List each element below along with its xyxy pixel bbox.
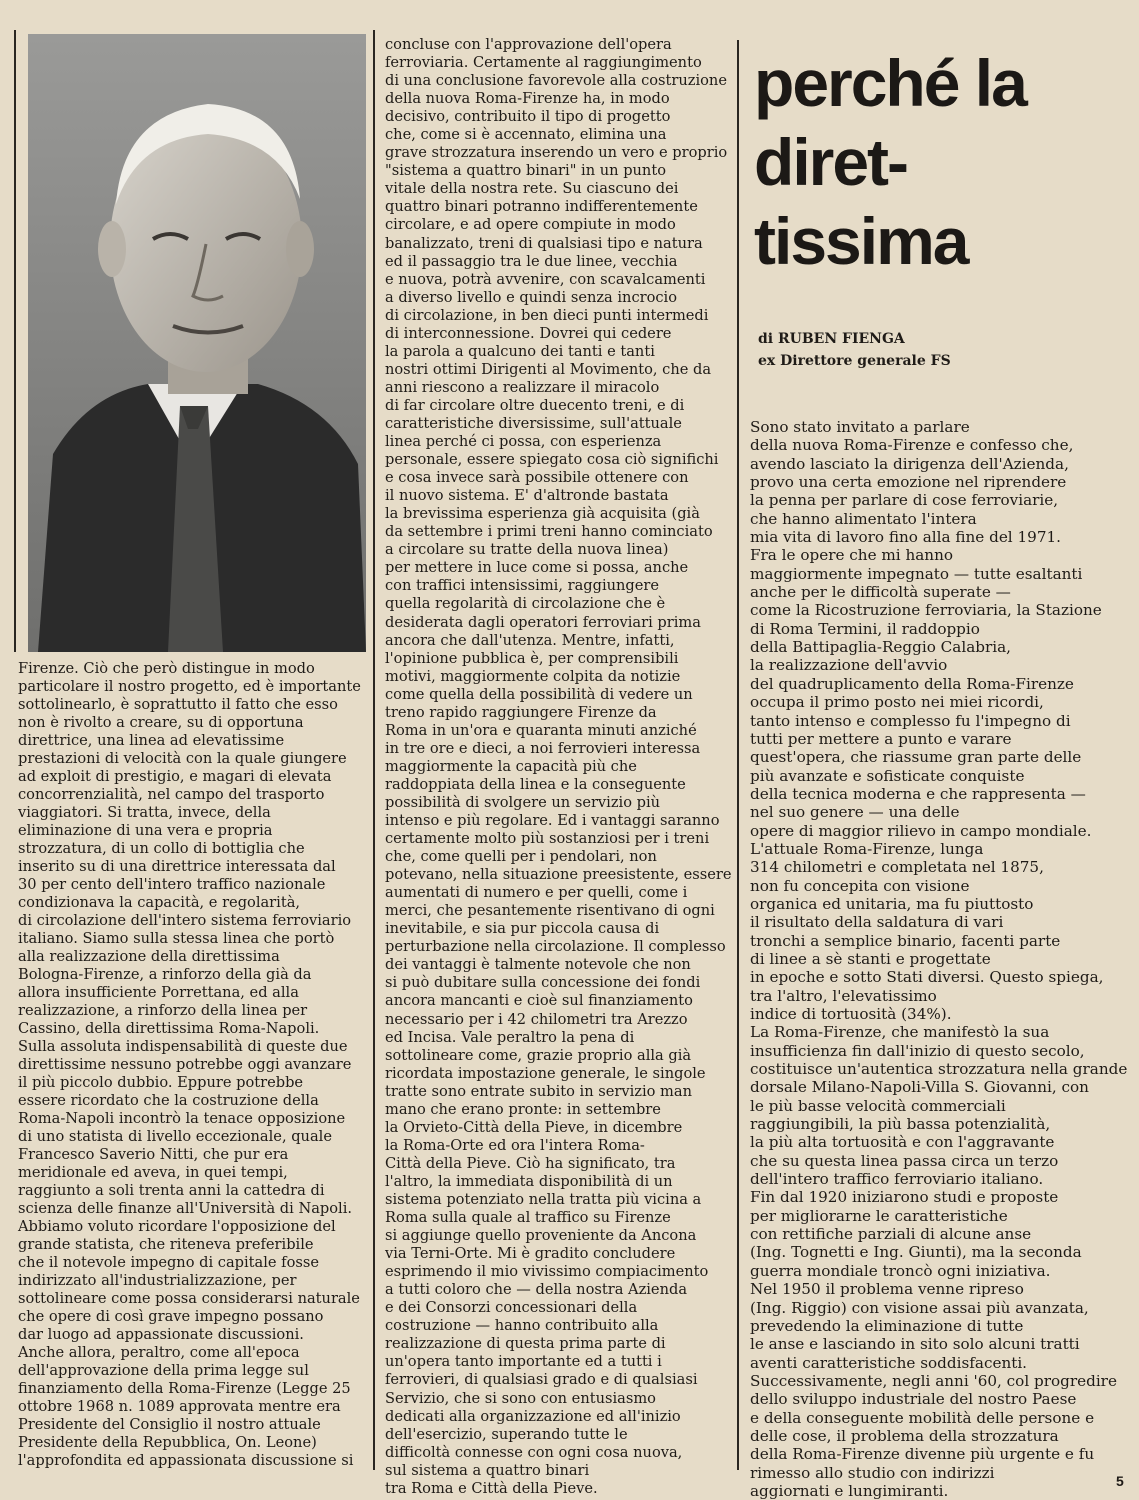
text-line: (Ing. Tognetti e Ing. Giunti), ma la seconda [750, 1243, 1082, 1262]
text-line: direttrice, una linea ad elevatissime [18, 732, 285, 749]
text-line: dedicati alla organizzazione ed all'inizio [385, 1407, 681, 1425]
text-line: Nel 1950 il problema venne ripreso [750, 1280, 1024, 1299]
text-line: quattro binari potranno indifferentemente [385, 198, 698, 216]
text-line: aumentati di numero e per quelli, come i [385, 884, 688, 902]
text-line: Roma in un'ora e quaranta minuti anziché [385, 721, 697, 739]
text-line: con traffici intensissimi, raggiungere [385, 577, 660, 595]
text-line: concorrenzialità, nel campo del trasporto [18, 786, 325, 803]
text-line: concluse con l'approvazione dell'opera [385, 36, 672, 53]
article-column-left [18, 660, 366, 1470]
text-line: decisivo, contribuito il tipo di progetto [385, 108, 671, 126]
text-line: grande statista, che riteneva preferibile [18, 1236, 314, 1253]
text-line: costruzione — hanno contribuito alla [385, 1317, 659, 1335]
text-line: ed Incisa. Vale peraltro la pena di [385, 1028, 635, 1046]
article-column-right [750, 418, 1128, 1500]
text-line: tanto intenso e complesso fu l'impegno di [750, 711, 1071, 730]
text-line: nel suo genere — una delle [750, 803, 960, 822]
text-line: che su questa linea passa circa un terzo [750, 1151, 1059, 1170]
text-line: realizzazione, a rinforzo della linea per [18, 1002, 308, 1019]
text-line: come quella della possibilità di vedere un [385, 685, 693, 703]
text-line: indice di tortuosità (34%). [750, 1005, 952, 1023]
text-line: la Orvieto-Città della Pieve, in dicembre [385, 1118, 683, 1136]
text-line: indirizzato all'industrializzazione, per [18, 1272, 297, 1289]
text-line: Bologna-Firenze, a rinforzo della già da [18, 966, 312, 983]
text-line: la brevissima esperienza già acquisita (già [385, 505, 700, 523]
text-line: perturbazione nella circolazione. Il complesso [385, 938, 726, 956]
text-line: delle cose, il problema della strozzatura [750, 1426, 1059, 1445]
text-line: direttissime nessuno potrebbe oggi avanzare [18, 1056, 352, 1073]
text-line: ancora che dall'utenza. Mentre, infatti, [385, 631, 675, 649]
author-name: di RUBEN FIENGA [758, 331, 905, 347]
text-line: ed il passaggio tra le due linee, vecchia [385, 252, 678, 270]
text-line: del quadruplicamento della Roma-Firenze [750, 674, 1074, 693]
text-line: merci, che pesantemente risentivano di ogni [385, 902, 715, 920]
title-line: perché la [754, 46, 1026, 120]
text-line: esprimendo il mio vivissimo compiacimento [385, 1263, 709, 1281]
text-line: mano che erano pronte: in settembre [385, 1100, 661, 1118]
text-line: occupa il primo posto nei miei ricordi, [750, 693, 1044, 712]
text-line: della Roma-Firenze divenne più urgente e fu [750, 1445, 1095, 1464]
text-line: aggiornati e lungimiranti. [750, 1481, 949, 1500]
text-line: Presidente del Consiglio il nostro attuale [18, 1416, 321, 1433]
text-line: tratte sono entrate subito in servizio man [385, 1082, 692, 1100]
text-line: ottobre 1968 n. 1089 approvata mentre era [18, 1398, 341, 1415]
text-line: possibilità di svolgere un servizio più [385, 793, 661, 811]
text-line: raddoppiata della linea e la conseguente [385, 775, 686, 793]
text-line: essere ricordato che la costruzione della [18, 1092, 319, 1109]
text-line: dello sviluppo industriale del nostro Paese [750, 1390, 1077, 1409]
text-line: viaggiatori. Si tratta, invece, della [18, 804, 271, 821]
text-line: costituisce un'autentica strozzatura nella grande [750, 1060, 1128, 1079]
text-line: motivi, maggiormente colpita da notizie [385, 667, 681, 685]
text-line: raggiunto a soli trenta anni la cattedra di [18, 1182, 325, 1199]
text-line: strozzatura, di un collo di bottiglia che [18, 840, 305, 857]
text-line: prestazioni di velocità con la quale giungere [18, 750, 347, 767]
text-line: nostri ottimi Dirigenti al Movimento, che da [385, 360, 712, 378]
text-line: e cosa invece sarà possibile ottenere con [385, 469, 689, 487]
text-line: e dei Consorzi concessionari della [385, 1299, 638, 1317]
text-line: le più basse velocità commerciali [750, 1096, 1006, 1115]
text-line: certamente molto più sostanziosi per i treni [385, 830, 710, 848]
text-line: di circolazione, in ben dieci punti intermedi [385, 306, 709, 324]
text-line: anni riescono a realizzare il miracolo [385, 378, 660, 396]
text-line: della nuova Roma-Firenze e confesso che, [750, 436, 1074, 455]
text-line: meridionale ed aveva, in quei tempi, [18, 1164, 288, 1181]
text-line: Roma-Napoli incontrò la tenace opposizione [18, 1110, 346, 1127]
text-line: provo una certa emozione nel riprendere [750, 473, 1067, 492]
text-line: di interconnessione. Dovrei qui cedere [385, 324, 672, 342]
text-line: tutti per mettere a punto e varare [750, 729, 1012, 748]
text-line: non è rivolto a creare, su di opportuna [18, 714, 304, 731]
title-line: diret- [754, 125, 907, 199]
text-line: 30 per cento dell'intero traffico nazionale [18, 876, 326, 893]
text-line: il risultato della saldatura di vari [750, 913, 1004, 932]
text-line: sottolineare come possa considerarsi naturale [18, 1290, 360, 1307]
text-line: dorsale Milano-Napoli-Villa S. Giovanni, con [750, 1078, 1089, 1097]
text-line: alla realizzazione della direttissima [18, 948, 280, 965]
text-line: il nuovo sistema. E' d'altronde bastata [385, 487, 669, 505]
text-line: che il notevole impegno di capitale fosse [18, 1254, 319, 1271]
text-line: Cassino, della direttissima Roma-Napoli. [18, 1020, 320, 1037]
text-line: sottolinearlo, è soprattutto il fatto che esso [18, 696, 338, 713]
text-line: sul sistema a quattro binari [385, 1461, 590, 1479]
page-number: 5 [1116, 1473, 1124, 1489]
text-line: l'opinione pubblica è, per comprensibili [385, 649, 679, 667]
text-line: si può dubitare sulla concessione dei fondi [385, 974, 701, 992]
text-line: con rettifiche parziali di alcune anse [750, 1225, 1032, 1244]
text-line: (Ing. Riggio) con visione assai più avanzata, [750, 1298, 1089, 1317]
text-line: la realizzazione dell'avvio [750, 656, 948, 675]
text-line: che opere di così grave impegno possano [18, 1308, 324, 1325]
title-line: tissima [754, 204, 968, 278]
text-line: non fu concepita con visione [750, 876, 970, 895]
text-line: anche per le difficoltà superate — [750, 583, 1011, 602]
text-line: il più piccolo dubbio. Eppure potrebbe [18, 1074, 304, 1091]
article-column-middle [385, 36, 732, 1498]
text-line: grave strozzatura inserendo un vero e proprio [385, 144, 728, 162]
text-line: di circolazione dell'intero sistema ferroviario [18, 912, 352, 929]
text-line: un'opera tanto importante ed a tutti i [385, 1353, 662, 1371]
text-line: che, come quelli per i pendolari, non [385, 848, 657, 866]
text-line: la più alta tortuosità e con l'aggravante [750, 1133, 1055, 1152]
text-line: Sono stato invitato a parlare [750, 418, 970, 436]
text-line: Sulla assoluta indispensabilità di queste due [18, 1038, 348, 1055]
text-line: le anse e lasciando in sito solo alcuni tratti [750, 1335, 1080, 1354]
text-line: particolare il nostro progetto, ed è importante [18, 678, 361, 695]
text-line: "sistema a quattro binari" in un punto [385, 162, 666, 180]
text-line: di uno statista di livello eccezionale, quale [18, 1128, 332, 1145]
text-line: banalizzato, treni di qualsiasi tipo e natura [385, 234, 703, 252]
text-line: la penna per parlare di cose ferroviarie, [750, 491, 1059, 510]
text-line: di una conclusione favorevole alla costruzione [385, 72, 727, 90]
text-line: Firenze. Ciò che però distingue in modo [18, 660, 315, 677]
text-line: aventi caratteristiche soddisfacenti. [750, 1353, 1028, 1372]
text-line: a tutti coloro che — della nostra Azienda [385, 1281, 688, 1299]
text-line: Presidente della Repubblica, On. Leone) [18, 1434, 317, 1451]
text-line: circolare, e ad opere compiute in modo [385, 216, 676, 234]
text-line: Servizio, che si sono con entusiasmo [385, 1389, 656, 1407]
text-line: dell'esercizio, superando tutte le [385, 1425, 628, 1443]
text-line: ricordata impostazione generale, le singole [385, 1064, 706, 1082]
text-line: intenso e più regolare. Ed i vantaggi saranno [385, 812, 720, 830]
text-line: guerra mondiale troncò ogni iniziativa. [750, 1261, 1051, 1280]
text-line: si aggiunge quello proveniente da Ancona [385, 1227, 697, 1245]
text-line: necessario per i 42 chilometri tra Arezzo [385, 1010, 688, 1028]
text-line: eliminazione di una vera e propria [18, 822, 273, 839]
text-line: La Roma-Firenze, che manifestò la sua [750, 1023, 1050, 1042]
text-line: che hanno alimentato l'intera [750, 509, 977, 528]
text-line: Fin dal 1920 iniziarono studi e proposte [750, 1188, 1059, 1207]
text-line: insufficienza fin dall'inizio di questo secolo, [750, 1041, 1085, 1060]
text-line: via Terni-Orte. Mi è gradito concludere [385, 1245, 676, 1263]
byline [758, 328, 951, 372]
text-line: ancora mancanti e cioè sul finanziamento [385, 992, 693, 1010]
text-line: realizzazione di questa prima parte di [385, 1335, 666, 1353]
text-line: da settembre i primi treni hanno cominciato [385, 523, 713, 541]
text-line: dell'approvazione della prima legge sul [18, 1362, 309, 1379]
text-line: come la Ricostruzione ferroviaria, la Stazione [750, 601, 1102, 620]
text-line: maggiormente la capacità più che [385, 757, 637, 775]
text-line: della nuova Roma-Firenze ha, in modo [385, 90, 670, 108]
text-line: di Roma Termini, il raddoppio [750, 619, 980, 638]
text-line: maggiormente impegnato — tutte esaltanti [750, 564, 1083, 583]
text-line: ferroviaria. Certamente al raggiungimento [385, 54, 702, 72]
text-line: di linee a sè stanti e progettate [750, 949, 991, 968]
text-line: quest'opera, che riassume gran parte delle [750, 748, 1082, 767]
article-title [754, 44, 1124, 281]
text-line: Anche allora, peraltro, come all'epoca [18, 1344, 300, 1361]
text-line: e della conseguente mobilità delle persone e [750, 1408, 1095, 1427]
text-line: la Roma-Orte ed ora l'intera Roma- [385, 1136, 645, 1154]
text-line: 314 chilometri e completata nel 1875, [750, 858, 1044, 877]
text-line: caratteristiche diversissime, sull'attuale [385, 414, 682, 432]
text-line: per migliorarne le caratteristiche [750, 1206, 1008, 1225]
text-line: opere di maggior rilievo in campo mondiale. [750, 821, 1092, 840]
text-line: l'approfondita ed appassionata discussione si [18, 1452, 354, 1469]
text-line: prevedendo la eliminazione di tutte [750, 1316, 1024, 1335]
text-line: più avanzate e sofisticate conquiste [750, 766, 1025, 785]
rule-col-divider-1 [373, 30, 375, 1470]
text-line: sottolineare come, grazie proprio alla già [385, 1046, 692, 1064]
text-line: mia vita di lavoro fino alla fine del 1971. [750, 528, 1061, 547]
text-line: in epoche e sotto Stati diversi. Questo spiega, [750, 968, 1104, 987]
text-line: l'altro, la immediata disponibilità di un [385, 1172, 673, 1190]
text-line: potevano, nella situazione preesistente, essere [385, 866, 732, 884]
text-line: e nuova, potrà avvenire, con scavalcamenti [385, 270, 706, 288]
text-line: raggiungibili, la più bassa potenzialità, [750, 1115, 1051, 1134]
text-line: tronchi a semplice binario, facenti parte [750, 931, 1061, 950]
text-line: organica ed unitaria, ma fu piuttosto [750, 894, 1034, 913]
text-line: a diverso livello e quindi senza incrocio [385, 288, 678, 306]
text-line: rimesso allo studio con indirizzi [750, 1463, 995, 1482]
text-line: dar luogo ad appassionate discussioni. [18, 1326, 304, 1343]
text-line: scienza delle finanze all'Università di Napoli. [18, 1200, 353, 1217]
text-line: condizionava la capacità, e regolarità, [18, 894, 301, 911]
text-line: quella regolarità di circolazione che è [385, 595, 666, 613]
text-line: allora insufficiente Porrettana, ed alla [18, 984, 299, 1001]
portrait-illustration [28, 34, 366, 652]
text-line: Abbiamo voluto ricordare l'opposizione del [18, 1218, 336, 1235]
text-line: dei vantaggi è talmente notevole che non [385, 956, 691, 974]
text-line: dell'intero traffico ferroviario italiano. [750, 1170, 1044, 1189]
text-line: a circolare su tratte della nuova linea) [385, 541, 669, 559]
text-line: tra l'altro, l'elevatissimo [750, 986, 937, 1005]
text-line: personale, essere spiegato cosa ciò significhi [385, 451, 719, 469]
text-line: ferrovieri, di qualsiasi grado e di qualsiasi [385, 1371, 698, 1389]
text-line: Francesco Saverio Nitti, che pur era [18, 1146, 289, 1163]
text-line: Fra le opere che mi hanno [750, 546, 954, 565]
portrait-photo [28, 34, 366, 652]
text-line: inserito su di una direttrice interessata dal [18, 858, 336, 875]
text-line: avendo lasciato la dirigenza dell'Azienda, [750, 454, 1069, 473]
text-line: linea perché ci possa, con esperienza [385, 433, 662, 451]
text-line: Roma sulla quale al traffico su Firenze [385, 1209, 671, 1227]
text-line: di far circolare oltre duecento treni, e di [385, 396, 685, 414]
text-line: inevitabile, e sia pur piccola causa di [385, 920, 660, 938]
text-line: treno rapido raggiungere Firenze da [385, 703, 657, 721]
author-role: ex Direttore generale FS [758, 353, 951, 369]
text-line: Successivamente, negli anni '60, col progredire [750, 1371, 1117, 1390]
text-line: ad exploit di prestigio, e magari di elevata [18, 768, 332, 785]
text-line: sistema potenziato nella tratta più vicina a [385, 1191, 702, 1208]
rule-col-divider-2 [737, 40, 739, 1470]
text-line: per mettere in luce come si possa, anche [385, 559, 689, 577]
text-line: la parola a qualcuno dei tanti e tanti [385, 342, 655, 360]
text-line: finanziamento della Roma-Firenze (Legge 25 [18, 1380, 351, 1397]
text-line: difficoltà connesse con ogni cosa nuova, [385, 1443, 683, 1461]
text-line: italiano. Siamo sulla stessa linea che portò [18, 930, 335, 947]
text-line: tra Roma e Città della Pieve. [385, 1479, 598, 1497]
text-line: desiderata dagli operatori ferroviari prima [385, 613, 701, 631]
text-line: Città della Pieve. Ciò ha significato, tra [385, 1154, 676, 1172]
text-line: che, come si è accennato, elimina una [385, 126, 667, 144]
text-line: della tecnica moderna e che rappresenta — [750, 784, 1086, 803]
rule-left-edge [14, 30, 16, 652]
text-line: della Battipaglia-Reggio Calabria, [750, 638, 1011, 657]
text-line: in tre ore e dieci, a noi ferrovieri interessa [385, 739, 701, 757]
text-line: L'attuale Roma-Firenze, lunga [750, 839, 984, 858]
text-line: vitale della nostra rete. Su ciascuno dei [385, 180, 679, 198]
